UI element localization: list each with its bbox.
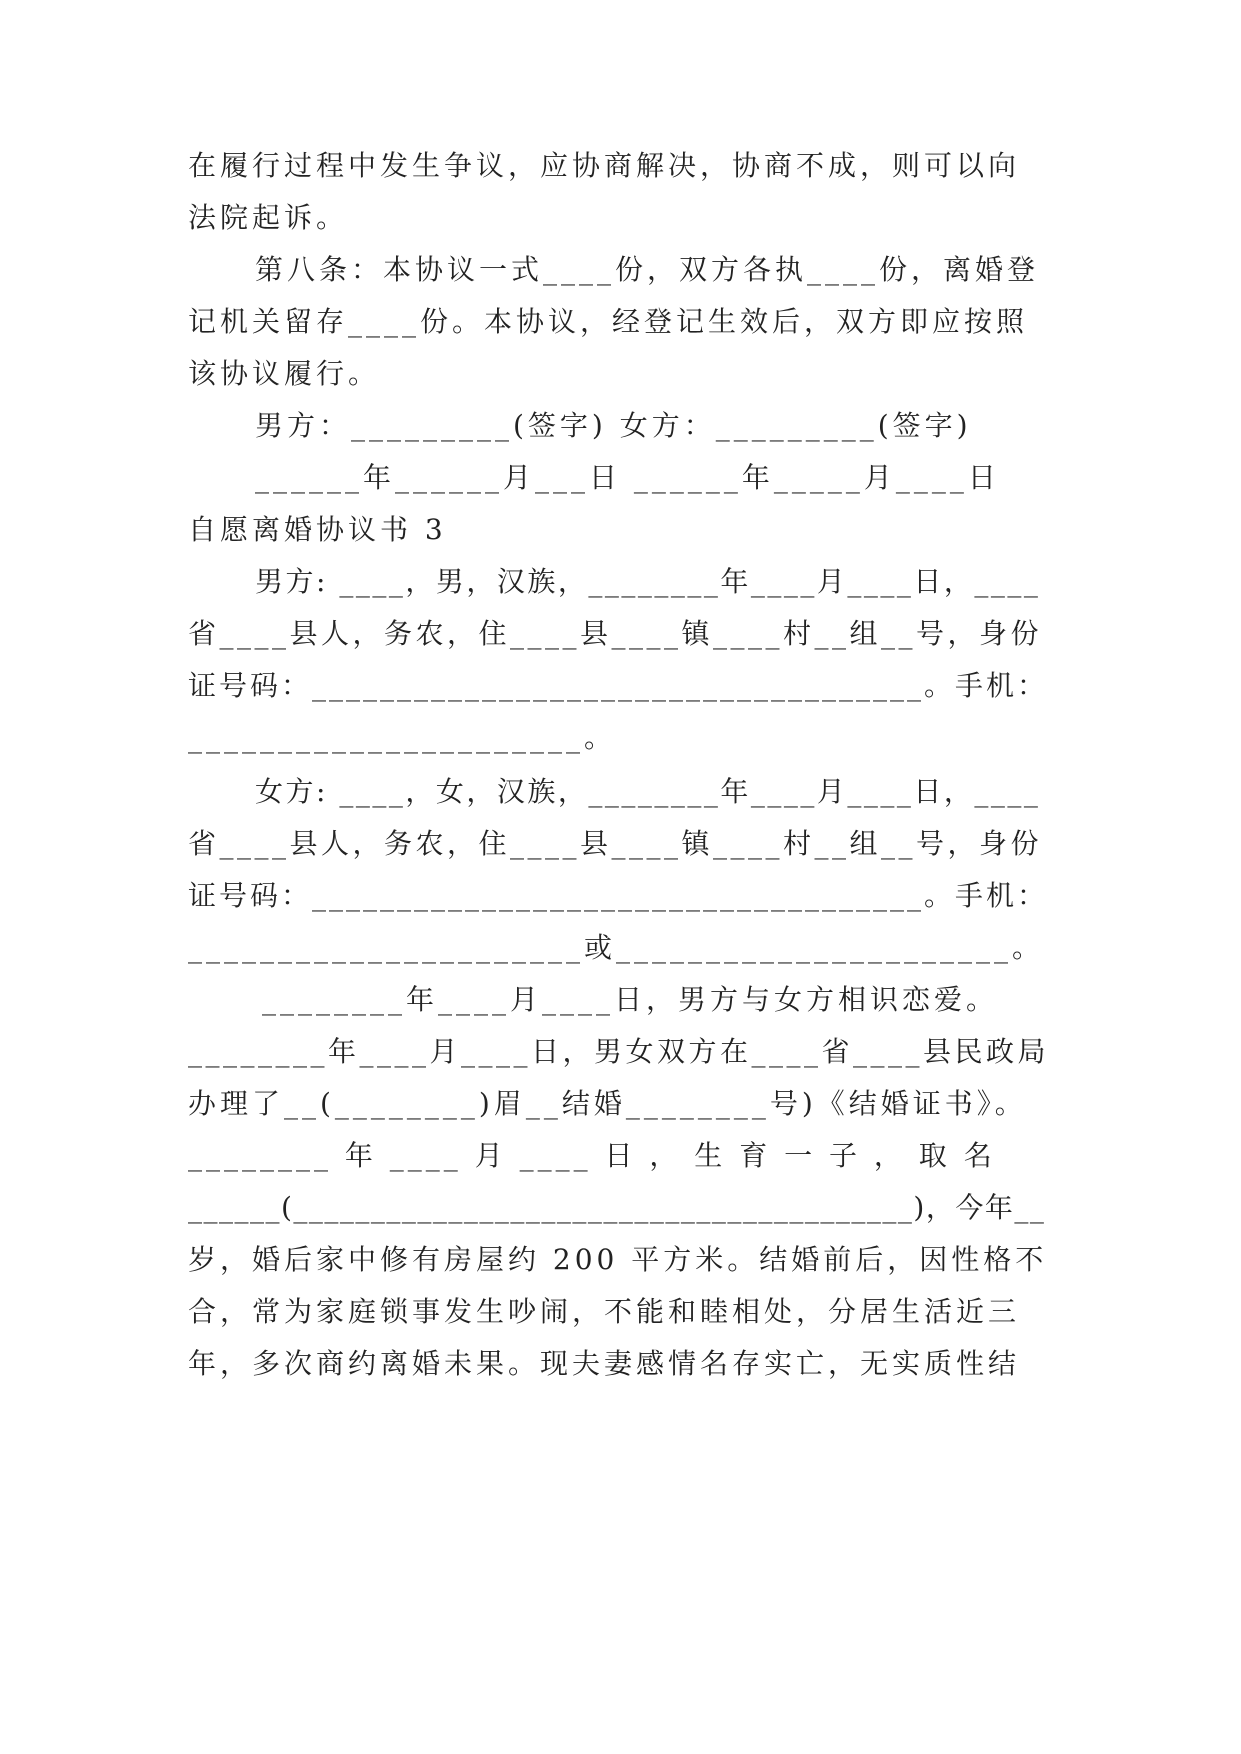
paragraph-line: ______(________________________________________)，今年__ [188, 1191, 1046, 1224]
paragraph-line: 证号码：____________________________________。手机： [188, 669, 1049, 702]
date-line: ______年______月___日 ______年_____月____日 [255, 461, 1000, 494]
paragraph-line: 记机关留存____份。本协议，经登记生效后，双方即应按照 [188, 305, 1029, 338]
paragraph-line: ________ 年 ____ 月 ____ 日 ， 生 育 一 子 ， 取 名 [188, 1139, 996, 1172]
paragraph-line: ______________________。 [188, 721, 617, 754]
female-party-line: 女方: ____，女，汉族，________年____月____日，____ [255, 775, 1041, 808]
paragraph-line: ________年____月____日，男女双方在____省____县民政局 [188, 1035, 1050, 1068]
paragraph-line: 合，常为家庭锁事发生吵闹，不能和睦相处，分居生活近三 [188, 1295, 1021, 1328]
section-title: 自愿离婚协议书 3 [188, 513, 447, 546]
signature-line: 男方：_________(签字) 女方：_________(签字) [255, 409, 972, 442]
paragraph-line: 省____县人，务农，住____县____镇____村__组__号，身份 [188, 827, 1043, 860]
article-8-line: 第八条：本协议一式____份，双方各执____份，离婚登 [255, 253, 1040, 286]
paragraph-line: 年，多次商约离婚未果。现夫妻感情名存实亡，无实质性结 [188, 1347, 1021, 1380]
paragraph-line: 该协议履行。 [188, 357, 381, 390]
paragraph-line: 法院起诉。 [188, 201, 349, 234]
male-party-line: 男方: ____，男，汉族，________年____月____日，____ [255, 565, 1041, 598]
paragraph-line: 省____县人，务农，住____县____镇____村__组__号，身份 [188, 617, 1043, 650]
paragraph-line: 岁，婚后家中修有房屋约 200 平方米。结婚前后，因性格不 [188, 1243, 1048, 1276]
paragraph-line: 在履行过程中发生争议，应协商解决，协商不成，则可以向 [188, 149, 1021, 182]
paragraph-line: ________年____月____日，男方与女方相识恋爱。 [262, 983, 999, 1016]
paragraph-line: 办理了__(________)眉__结婚________号)《结婚证书》。 [188, 1087, 1027, 1120]
paragraph-line: 证号码：____________________________________。手机： [188, 879, 1049, 912]
paragraph-line: ______________________或______________________。 [188, 931, 1045, 964]
